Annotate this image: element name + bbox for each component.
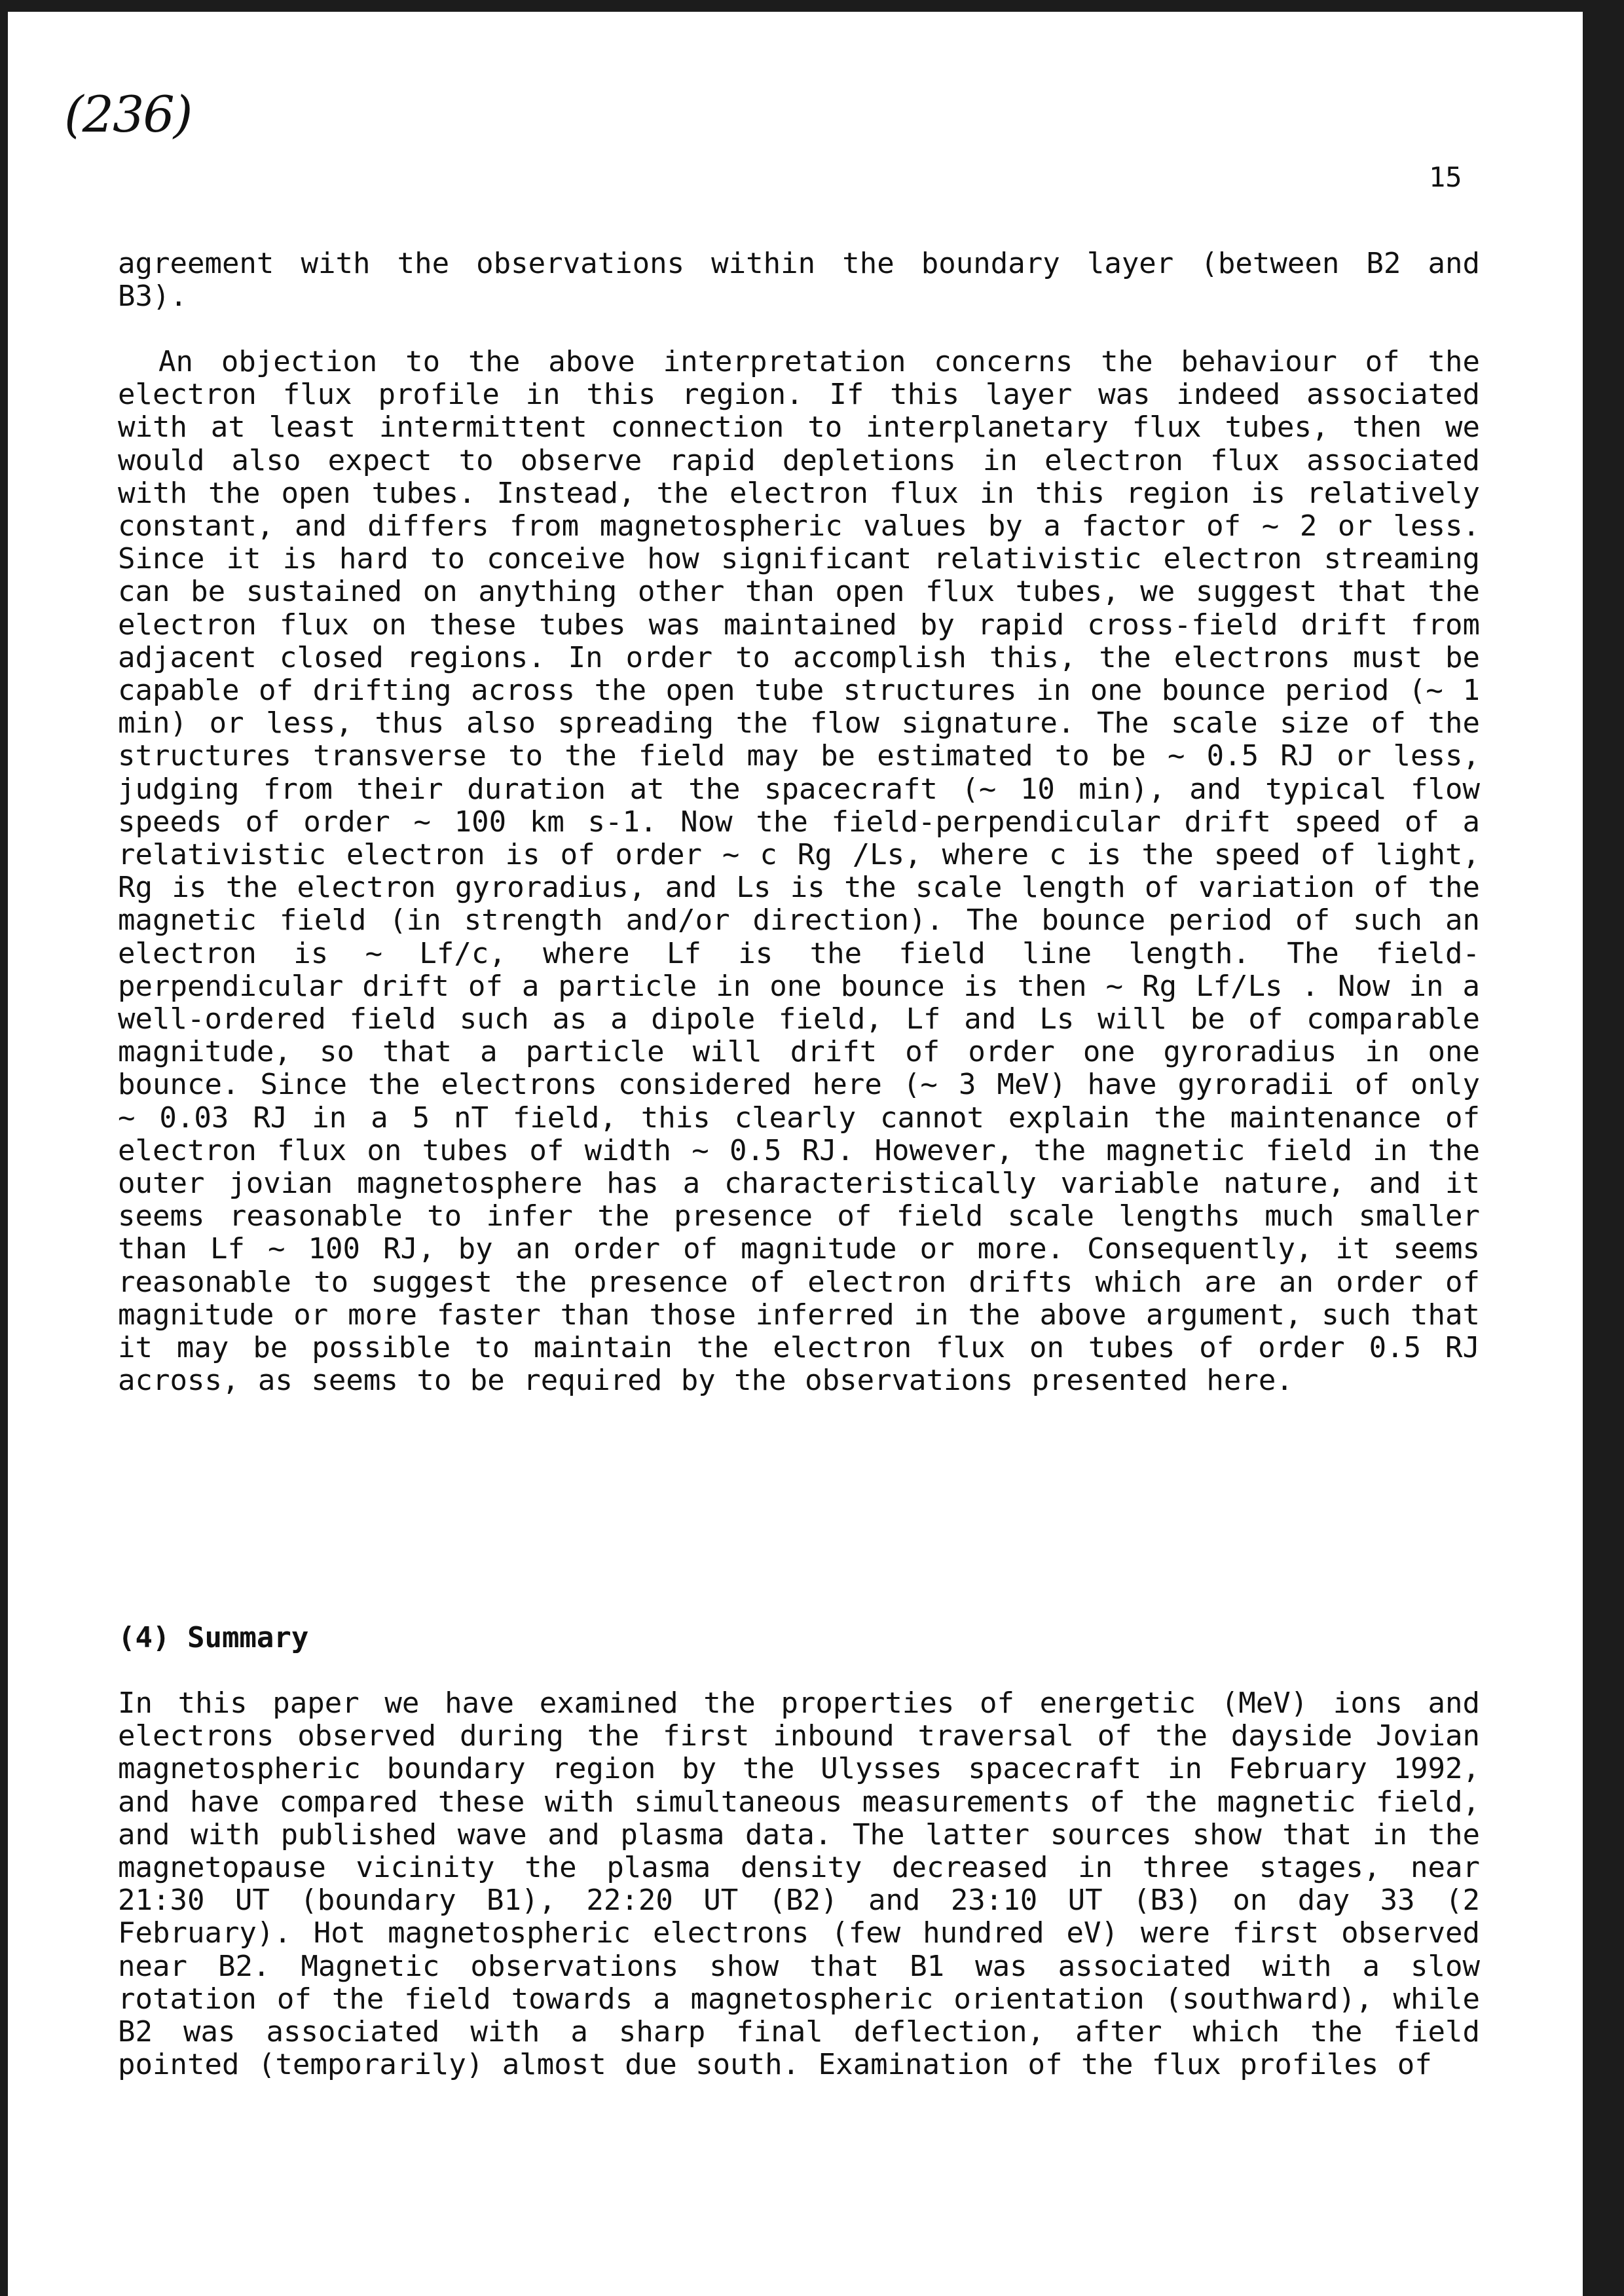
paragraph-continuation: agreement with the observations within the boundary layer (between B2 and B3). (118, 247, 1480, 314)
section-heading-summary: (4) Summary (118, 1621, 309, 1654)
paragraph-summary: In this paper we have examined the properties of energetic (MeV) ions and electrons observed during the first inbound traversal of the dayside Jovian magnetospheric boundary region by the Ulysses spacecraft in February 1992, and have compared these with simultaneous measurements of the magnetic field, and with published wave and plasma data. The latter sources show that in the magnetopause vicinity the plasma density decreased in three stages, near 21:30 UT (boundary B1), 22:20 UT (B2) and 23:10 UT (B3) on day 33 (2 February). Hot magnetospheric electrons (few hundred eV) were first observed near B2. Magnetic observations show that B1 was associated with a slow rotation of the field towards a magnetospheric orientation (southward), while B2 was associated with a sharp final deflection, after which the field pointed (temporarily) almost due south. Examination of the flux profiles of (118, 1686, 1480, 2082)
page-number: 15 (1429, 161, 1462, 193)
paragraph-objection: An objection to the above interpretation concerns the behaviour of the electron flux profile in this region. If this layer was indeed associated with at least intermittent connection to interplanetary flux tubes, then we would also expect to observe rapid depletions in electron flux associated with the open tubes. Instead, the electron flux in this region is relatively constant, and differs from magnetospheric values by a factor of ~ 2 or less. Since it is hard to conceive how significant relativistic electron streaming can be sustained on anything other than open flux tubes, we suggest that the electron flux on these tubes was maintained by rapid cross-field drift from adjacent closed regions. In order to accomplish this, the electrons must be capable of drifting across the open tube structures in one bounce period (~ 1 min) or less, thus also spreading the flow signature. The scale size of the structures transverse to the field may be estimated to be ~ 0.5 RJ or less, judging from their duration at the spacecraft (~ 10 min), and typical flow speeds of order ~ 100 km s-1. Now the field-perpendicular drift speed of a relativistic electron is of order ~ c Rg /Ls, where c is the speed of light, Rg is the electron gyroradius, and Ls is the scale length of variation of the magnetic field (in strength and/or direction). The bounce period of such an electron is ~ Lf/c, where Lf is the field line length. The field-perpendicular drift of a particle in one bounce is then ~ Rg Lf/Ls . Now in a well-ordered field such as a dipole field, Lf and Ls will be of comparable magnitude, so that a particle will drift of order one gyroradius in one bounce. Since the electrons considered here (~ 3 MeV) have gyroradii of only ~ 0.03 RJ in a 5 nT field, this clearly cannot explain the maintenance of electron flux on tubes of width ~ 0.5 RJ. However, the magnetic field in the outer jovian magnetosphere has a characteristically variable nature, and it seems reasonable to infer the presence of field scale lengths much smaller than Lf ~ 100 RJ, by an order of magnitude or more. Consequently, it seems reasonable to suggest the presence of electron drifts which are an order of magnitude or more faster than those inferred in the above argument, such that it may be possible to maintain the electron flux on tubes of order 0.5 RJ across, as seems to be required by the observations presented here. (118, 345, 1480, 1398)
handwritten-page-mark: (236) (64, 85, 192, 143)
